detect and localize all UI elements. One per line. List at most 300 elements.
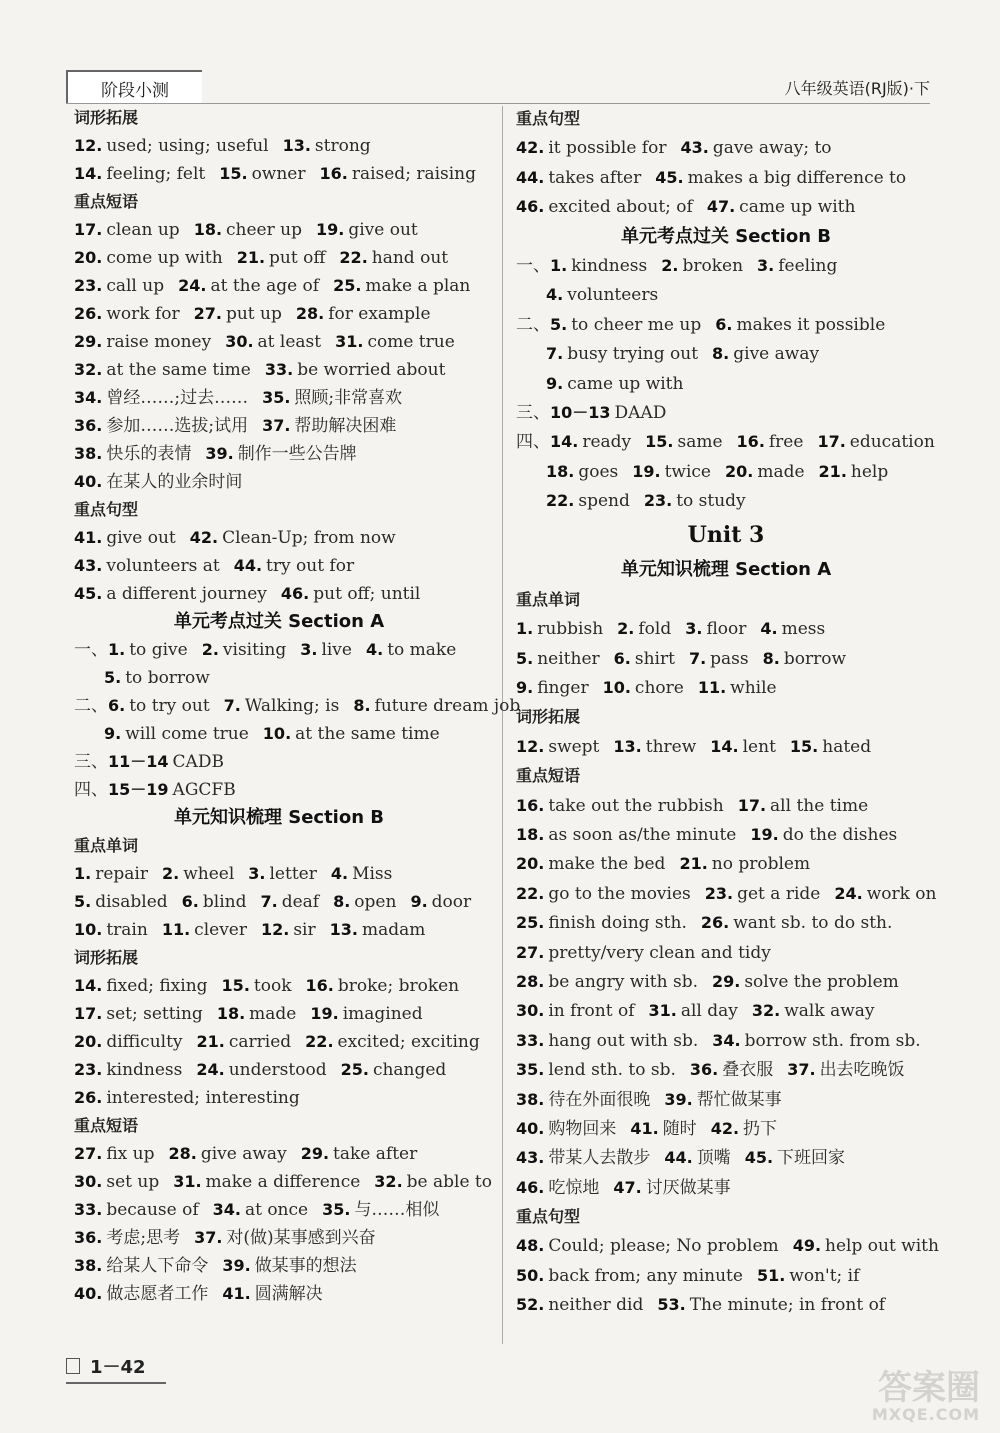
left-column (74, 104, 521, 1308)
item-answer: 随时 (662, 1118, 697, 1139)
answer-item (248, 864, 317, 884)
answer-line (74, 272, 484, 300)
answer-item (664, 1090, 781, 1110)
item-answer: 出去吃晚饭 (819, 1060, 905, 1081)
section-label: 重点单词 (74, 836, 139, 855)
item-number: 13. (613, 736, 642, 756)
answer-item (108, 696, 210, 716)
answer-item (74, 164, 205, 184)
answer-line (516, 820, 936, 849)
item-number: 13. (329, 920, 358, 939)
answer-item (550, 403, 666, 423)
part-prefix: 三、 (516, 402, 550, 423)
item-number: 17. (74, 1004, 103, 1023)
answer-item (366, 640, 456, 660)
item-number: 8. (762, 648, 780, 668)
item-answer: finish doing sth. (548, 913, 687, 934)
item-number: 26. (74, 304, 103, 323)
item-answer: at the same time (106, 360, 251, 380)
answer-item (305, 1032, 480, 1052)
answer-item (74, 444, 191, 464)
answer-item (222, 1284, 322, 1304)
section-label: 重点句型 (74, 500, 139, 519)
item-answer: gave away; to (712, 138, 832, 159)
item-number: 26. (700, 913, 730, 933)
item-number: 8. (712, 344, 730, 364)
item-number: 42. (189, 528, 219, 547)
answer-item (74, 276, 164, 296)
item-answer: make a plan (365, 276, 471, 296)
answer-item (322, 1200, 439, 1220)
answer-line (516, 133, 936, 162)
answer-item (603, 678, 684, 698)
item-answer: set; setting (106, 1004, 203, 1024)
item-number: 21. (679, 854, 708, 874)
answer-item (74, 1284, 208, 1304)
answer-item (516, 796, 724, 816)
answer-line (516, 732, 936, 761)
item-number: 4. (365, 640, 384, 659)
item-answer: set up (106, 1172, 160, 1192)
answer-line (74, 356, 484, 384)
answer-item (260, 892, 319, 912)
item-answer: repair (95, 864, 148, 884)
answer-line (74, 664, 484, 692)
item-answer: live (321, 640, 352, 660)
page-marker-icon (66, 1358, 80, 1374)
item-number: 25. (340, 1060, 369, 1079)
answer-item (169, 1144, 287, 1164)
item-answer: 做某事的想法 (254, 1256, 357, 1276)
item-number: 20. (74, 1032, 103, 1051)
answer-item (752, 1001, 875, 1021)
section-label: 重点短语 (74, 192, 139, 211)
item-answer: made (757, 461, 805, 482)
item-number: 18. (216, 1004, 246, 1023)
answer-item (222, 976, 292, 996)
item-number: 32. (374, 1172, 403, 1191)
answer-line (516, 673, 936, 702)
item-number: 30. (516, 1001, 545, 1021)
item-number: 37. (194, 1228, 223, 1247)
answer-item (516, 678, 589, 698)
answer-item (757, 256, 837, 276)
item-number: 34. (212, 1200, 241, 1219)
answer-item (793, 1236, 939, 1256)
item-number: 21. (196, 1032, 225, 1051)
answer-line (516, 427, 936, 456)
item-number: 53. (657, 1295, 686, 1315)
item-number: 15. (789, 736, 819, 756)
answer-line (516, 339, 936, 368)
item-answer: Clean-Up; from now (222, 528, 396, 548)
item-number: 2. (617, 619, 635, 639)
part-prefix: 一、 (516, 255, 550, 276)
item-number: 43. (74, 556, 103, 575)
answer-item (222, 1256, 356, 1276)
item-answer: to borrow (125, 668, 210, 688)
item-answer: do the dishes (782, 824, 898, 845)
item-answer: work on (866, 883, 937, 904)
answer-item (516, 1295, 643, 1315)
answer-item (516, 649, 600, 669)
item-answer: feeling; felt (106, 164, 206, 184)
item-answer: 制作一些公告牌 (237, 444, 357, 464)
answer-item (817, 432, 934, 452)
answer-item (661, 256, 743, 276)
answer-item (341, 1060, 447, 1080)
item-answer: no problem (711, 854, 811, 875)
answer-item (763, 649, 846, 669)
book-title: 八年级英语(RJ版)·下 (784, 79, 930, 98)
part-prefix: 一、 (74, 640, 108, 660)
item-answer: broken (682, 255, 744, 276)
answer-item (712, 344, 819, 364)
answer-item (655, 168, 906, 188)
item-number: 10－13 (550, 402, 611, 422)
part-prefix: 四、 (516, 432, 550, 453)
item-answer: come up with (106, 248, 223, 268)
answer-item (738, 796, 868, 816)
item-number: 8. (353, 696, 371, 715)
answer-item (281, 584, 420, 604)
item-number: 11. (697, 678, 727, 698)
answer-line (74, 216, 484, 244)
item-answer: volunteers (567, 285, 659, 306)
item-number: 46. (516, 197, 545, 217)
answer-item (301, 1144, 418, 1164)
item-number: 28. (168, 1144, 197, 1163)
item-answer: as soon as/the minute (548, 824, 737, 845)
answer-line (516, 1114, 936, 1143)
answer-line (74, 1056, 484, 1084)
answer-line (516, 791, 936, 820)
answer-item (225, 332, 321, 352)
item-number: 10. (74, 920, 103, 939)
item-number: 12. (516, 736, 545, 756)
item-number: 44. (516, 167, 545, 187)
item-number: 9. (104, 724, 122, 743)
item-number: 50. (516, 1265, 545, 1285)
item-answer: DAAD (614, 402, 667, 423)
answer-line (74, 1000, 484, 1028)
item-answer: to make (387, 640, 457, 660)
answer-item (617, 619, 671, 639)
item-number: 12. (74, 136, 103, 155)
item-number: 39. (205, 444, 234, 463)
item-answer: to cheer me up (571, 314, 702, 335)
item-number: 33. (264, 360, 294, 379)
answer-item (516, 1266, 743, 1286)
answer-item (760, 619, 825, 639)
answer-item (516, 1178, 599, 1198)
answer-item (104, 724, 249, 744)
item-answer: take after (333, 1144, 418, 1164)
item-answer: door (431, 892, 472, 912)
item-number: 12. (260, 920, 290, 939)
item-number: 41. (630, 1118, 659, 1138)
answer-item (178, 276, 319, 296)
item-answer: a different journey (106, 584, 267, 604)
item-number: 31. (173, 1172, 202, 1191)
answer-item (333, 892, 396, 912)
item-number: 25. (333, 276, 362, 295)
item-answer: 吃惊地 (548, 1177, 600, 1198)
item-answer: letter (269, 864, 317, 884)
answer-item (689, 649, 749, 669)
item-answer: lend sth. to sb. (548, 1060, 676, 1081)
item-answer: it possible for (548, 138, 667, 159)
item-answer: put off (269, 248, 326, 268)
answer-line (516, 879, 936, 908)
item-answer: kindness (106, 1060, 183, 1080)
answer-item (265, 360, 446, 380)
item-answer: AGCFB (172, 780, 236, 800)
answer-item (330, 920, 426, 940)
answer-item (516, 943, 771, 963)
answer-item (74, 1200, 199, 1220)
item-number: 14. (710, 736, 739, 756)
answer-item (74, 528, 176, 548)
answer-item (698, 678, 777, 698)
item-answer: 曾经……;过去…… (106, 388, 249, 408)
item-answer: disabled (95, 892, 168, 912)
item-number: 7. (688, 648, 707, 668)
answer-item (614, 649, 675, 669)
item-answer: for example (328, 304, 431, 324)
answer-item (516, 1060, 676, 1080)
item-answer: at least (257, 332, 322, 352)
item-number: 43. (680, 138, 709, 158)
answer-line (74, 1196, 484, 1224)
item-number: 24. (834, 883, 863, 903)
answer-line (74, 1168, 492, 1196)
item-number: 6. (181, 892, 199, 911)
item-number: 35. (262, 388, 291, 407)
answer-item (516, 737, 599, 757)
item-answer: at the same time (295, 724, 440, 744)
answer-item (339, 248, 448, 268)
section-title: 单元考点过关 Section A (173, 611, 385, 632)
item-answer: deaf (281, 892, 320, 912)
answer-item (410, 892, 471, 912)
item-answer: swept (548, 736, 600, 757)
item-number: 16. (516, 795, 545, 815)
item-answer: fixed; fixing (106, 976, 208, 996)
answer-line (516, 1026, 936, 1055)
answer-item (108, 640, 188, 660)
section-title: 单元知识梳理 Section A (620, 559, 832, 581)
answer-line (516, 614, 936, 643)
answer-item (74, 1088, 300, 1108)
item-number: 41. (222, 1284, 251, 1303)
item-number: 32. (751, 1001, 781, 1021)
answer-item (711, 1119, 777, 1139)
item-answer: raised; raising (351, 164, 477, 184)
answer-item (74, 332, 211, 352)
answer-line (516, 849, 936, 878)
answer-item (217, 1004, 297, 1024)
answer-item (283, 136, 371, 156)
watermark-url: MXQE.COM (871, 1405, 980, 1424)
item-answer: shirt (634, 648, 675, 669)
answer-line (516, 1055, 936, 1084)
item-number: 51. (756, 1265, 786, 1285)
item-answer: lent (742, 736, 776, 757)
item-answer: feeling (778, 255, 838, 276)
item-answer: hand out (371, 248, 449, 268)
item-answer: took (253, 976, 292, 996)
answer-line (74, 244, 484, 272)
item-answer: 帮忙做某事 (696, 1089, 782, 1110)
watermark (780, 1370, 980, 1426)
item-number: 33. (516, 1030, 545, 1050)
item-answer: sir (293, 920, 316, 940)
answer-item (680, 138, 831, 158)
answer-line (516, 310, 936, 339)
answer-item (74, 892, 168, 912)
answer-item (516, 972, 698, 992)
item-number: 44. (664, 1148, 693, 1168)
item-answer: same (677, 432, 723, 453)
answer-item (263, 724, 440, 744)
item-number: 6. (613, 648, 631, 668)
item-number: 19. (632, 461, 661, 481)
answer-item (546, 285, 658, 305)
item-answer: fix up (106, 1144, 155, 1164)
answer-item (306, 976, 460, 996)
answer-item (516, 913, 687, 933)
item-number: 1. (108, 640, 126, 659)
item-answer: fold (638, 619, 672, 640)
answer-line (74, 524, 484, 552)
item-answer: borrow (783, 648, 846, 669)
item-answer: wheel (183, 864, 235, 884)
answer-line (74, 1028, 484, 1056)
answer-item (685, 619, 746, 639)
item-answer: excited about; of (548, 197, 693, 218)
answer-item (74, 556, 220, 576)
item-answer: give out (106, 528, 176, 548)
answer-line (74, 412, 484, 440)
section-label: 词形拓展 (74, 108, 139, 127)
answer-item (690, 1060, 773, 1080)
watermark-logo: 答案圈 (878, 1368, 980, 1408)
answer-item (516, 1031, 698, 1051)
answer-line (516, 369, 936, 398)
item-number: 23. (74, 276, 103, 295)
answer-item (550, 315, 701, 335)
item-number: 5. (104, 668, 122, 687)
answer-item (162, 920, 247, 940)
item-number: 45. (74, 584, 103, 603)
item-number: 29. (74, 332, 103, 351)
item-answer: understood (228, 1060, 327, 1080)
section-label: 词形拓展 (74, 948, 139, 967)
item-answer: came up with (739, 197, 856, 218)
answer-line (74, 1224, 484, 1252)
answer-item (74, 220, 180, 240)
item-answer: get a ride (737, 883, 821, 904)
column-divider (502, 106, 503, 1344)
item-number: 46. (280, 584, 310, 603)
answer-item (664, 1148, 730, 1168)
item-number: 3. (248, 864, 266, 883)
page-footer (66, 1350, 166, 1384)
answer-item (261, 920, 316, 940)
item-number: 10. (602, 678, 631, 698)
answer-line (516, 486, 936, 515)
answer-line (516, 251, 936, 280)
answer-line (516, 644, 936, 673)
answer-item (194, 220, 302, 240)
item-number: 8. (333, 892, 351, 911)
answer-item (645, 432, 722, 452)
item-number: 4. (760, 619, 778, 639)
item-number: 1. (550, 255, 568, 275)
item-answer: 快乐的表情 (106, 444, 192, 464)
item-number: 40. (74, 1284, 103, 1303)
answer-line (74, 720, 484, 748)
answer-line (74, 300, 484, 328)
answer-line (74, 1280, 484, 1308)
answer-item (516, 1001, 635, 1021)
item-number: 18. (516, 824, 545, 844)
answer-line (74, 1140, 484, 1168)
item-number: 40. (516, 1118, 545, 1138)
item-number: 5. (516, 648, 534, 668)
item-number: 23. (704, 883, 734, 903)
item-number: 35. (322, 1200, 351, 1219)
item-number: 11. (161, 920, 191, 939)
answer-item (74, 920, 148, 940)
item-number: 15. (221, 976, 250, 995)
item-answer: won't; if (789, 1265, 860, 1286)
item-number: 31. (648, 1001, 677, 1021)
item-answer: 给某人下命令 (106, 1256, 209, 1276)
item-number: 10. (262, 724, 292, 743)
item-answer: used; using; useful (106, 136, 269, 156)
item-number: 25. (516, 913, 545, 933)
item-number: 47. (706, 197, 736, 217)
answer-item (74, 1256, 208, 1276)
answer-item (262, 416, 396, 436)
answer-item (74, 1032, 183, 1052)
item-number: 6. (715, 314, 733, 334)
item-number: 38. (74, 1256, 103, 1275)
answer-line (516, 1085, 936, 1114)
item-answer: volunteers at (106, 556, 220, 576)
item-number: 27. (193, 304, 222, 323)
item-answer: try out for (266, 556, 355, 576)
item-answer: cheer up (226, 220, 302, 240)
item-number: 5. (550, 314, 568, 334)
item-number: 42. (516, 138, 545, 158)
item-answer: 待在外面很晚 (548, 1089, 651, 1110)
item-number: 27. (74, 1144, 103, 1163)
answer-line (516, 1290, 936, 1319)
item-number: 52. (516, 1295, 545, 1315)
item-answer: owner (251, 164, 306, 184)
item-answer: Walking; is (244, 696, 340, 716)
part-prefix: 四、 (74, 780, 108, 800)
item-number: 33. (74, 1200, 103, 1219)
item-number: 4. (330, 864, 349, 883)
answer-line (74, 580, 484, 608)
answer-item (331, 864, 393, 884)
item-number: 37. (787, 1060, 816, 1080)
unit-heading: Unit 3 (687, 522, 765, 549)
